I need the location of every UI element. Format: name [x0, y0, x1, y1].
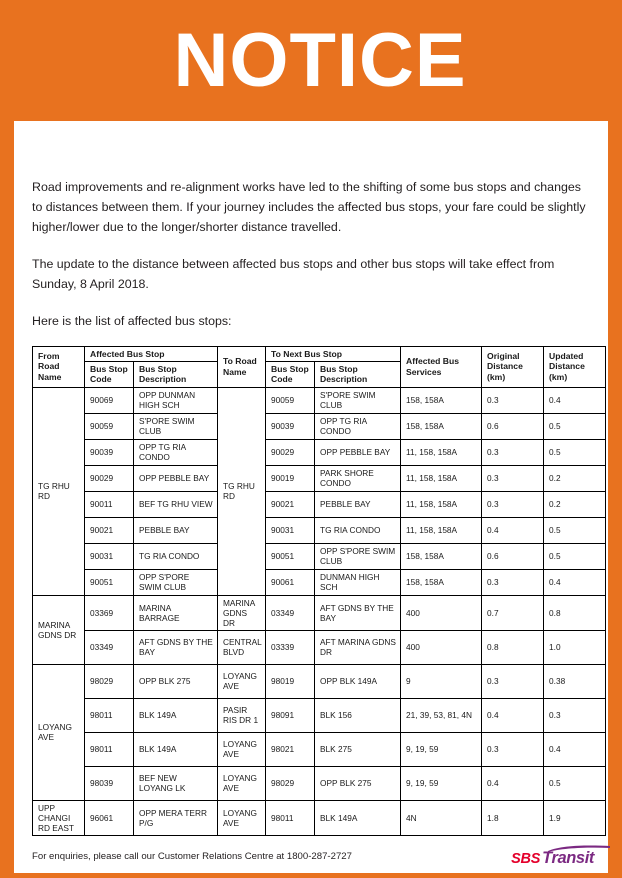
cell-bus-stop-code-next: 98029	[266, 766, 315, 800]
cell-bus-stop-description-next: OPP BLK 275	[315, 766, 401, 800]
cell-updated-distance: 0.4	[544, 387, 606, 413]
cell-affected-bus-services: 11, 158, 158A	[401, 465, 482, 491]
header-original-distance: Original Distance (km)	[482, 346, 544, 387]
cell-bus-stop-code-next: 90031	[266, 517, 315, 543]
table-row	[33, 465, 606, 491]
cell-bus-stop-code-next: 90029	[266, 439, 315, 465]
cell-bus-stop-code-affected: 98029	[85, 664, 134, 698]
table-row	[33, 413, 606, 439]
logo-swoosh-icon	[548, 845, 610, 852]
cell-bus-stop-code-next: 90051	[266, 543, 315, 569]
cell-original-distance: 0.4	[482, 698, 544, 732]
cell-bus-stop-code-affected: 03369	[85, 595, 134, 630]
cell-bus-stop-description-next: BLK 149A	[315, 800, 401, 835]
cell-original-distance: 0.4	[482, 766, 544, 800]
cell-bus-stop-code-affected: 90039	[85, 439, 134, 465]
cell-bus-stop-code-affected: 03349	[85, 630, 134, 664]
cell-bus-stop-description-affected: OPP MERA TERR P/G	[134, 800, 218, 835]
page-title: NOTICE	[173, 17, 467, 103]
cell-bus-stop-description-next: BLK 275	[315, 732, 401, 766]
logo-sbs-text: SBS	[511, 850, 541, 867]
header-to-road-name: To Road Name	[218, 346, 266, 387]
table-row	[33, 491, 606, 517]
table-header	[33, 346, 606, 387]
table-row	[33, 569, 606, 595]
footer-bar	[14, 840, 608, 873]
header-bus-stop-description-1: Bus Stop Description	[134, 361, 218, 387]
cell-to-road-name: PASIR RIS DR 1	[218, 698, 266, 732]
cell-updated-distance: 0.5	[544, 766, 606, 800]
cell-updated-distance: 0.2	[544, 465, 606, 491]
cell-bus-stop-description-affected: AFT GDNS BY THE BAY	[134, 630, 218, 664]
cell-affected-bus-services: 158, 158A	[401, 387, 482, 413]
cell-affected-bus-services: 158, 158A	[401, 569, 482, 595]
header-from-road-name: From Road Name	[33, 346, 85, 387]
cell-bus-stop-description-next: TG RIA CONDO	[315, 517, 401, 543]
cell-bus-stop-code-next: 90019	[266, 465, 315, 491]
cell-from-road-name: MARINA GDNS DR	[33, 595, 85, 664]
cell-bus-stop-code-affected: 98011	[85, 698, 134, 732]
cell-bus-stop-description-next: PARK SHORE CONDO	[315, 465, 401, 491]
cell-affected-bus-services: 9, 19, 59	[401, 766, 482, 800]
cell-to-road-name: TG RHU RD	[218, 387, 266, 595]
table-row	[33, 766, 606, 800]
cell-updated-distance: 1.0	[544, 630, 606, 664]
header-affected-bus-services: Affected Bus Services	[401, 346, 482, 387]
cell-affected-bus-services: 158, 158A	[401, 543, 482, 569]
table-row	[33, 732, 606, 766]
cell-from-road-name: UPP CHANGI RD EAST	[33, 800, 85, 835]
cell-original-distance: 0.7	[482, 595, 544, 630]
content-panel	[14, 121, 608, 840]
cell-bus-stop-code-next: 03349	[266, 595, 315, 630]
cell-bus-stop-code-affected: 98011	[85, 732, 134, 766]
table-header-row-1	[33, 346, 606, 361]
cell-updated-distance: 0.8	[544, 595, 606, 630]
cell-original-distance: 0.3	[482, 387, 544, 413]
intro-paragraph-3: Here is the list of affected bus stops:	[32, 314, 232, 329]
table-row	[33, 698, 606, 732]
cell-updated-distance: 0.5	[544, 413, 606, 439]
cell-bus-stop-description-affected: OPP S'PORE SWIM CLUB	[134, 569, 218, 595]
cell-affected-bus-services: 158, 158A	[401, 413, 482, 439]
cell-bus-stop-description-next: AFT MARINA GDNS DR	[315, 630, 401, 664]
cell-updated-distance: 0.5	[544, 543, 606, 569]
cell-bus-stop-description-next: BLK 156	[315, 698, 401, 732]
table-row	[33, 517, 606, 543]
cell-original-distance: 0.3	[482, 732, 544, 766]
cell-bus-stop-code-affected: 90051	[85, 569, 134, 595]
table-row	[33, 800, 606, 835]
sbs-transit-logo	[511, 847, 594, 867]
cell-bus-stop-description-next: OPP BLK 149A	[315, 664, 401, 698]
cell-to-road-name: LOYANG AVE	[218, 664, 266, 698]
cell-from-road-name: TG RHU RD	[33, 387, 85, 595]
header-affected-bus-stop: Affected Bus Stop	[85, 346, 218, 361]
cell-affected-bus-services: 11, 158, 158A	[401, 439, 482, 465]
cell-affected-bus-services: 9, 19, 59	[401, 732, 482, 766]
cell-to-road-name: CENTRAL BLVD	[218, 630, 266, 664]
footer-enquiries-text: For enquiries, please call our Customer Relations Centre at 1800-287-2727	[32, 851, 352, 862]
cell-original-distance: 0.4	[482, 517, 544, 543]
cell-bus-stop-description-next: OPP S'PORE SWIM CLUB	[315, 543, 401, 569]
table-row	[33, 543, 606, 569]
cell-original-distance: 0.3	[482, 491, 544, 517]
cell-bus-stop-description-affected: BLK 149A	[134, 698, 218, 732]
table-row	[33, 630, 606, 664]
cell-affected-bus-services: 9	[401, 664, 482, 698]
cell-affected-bus-services: 4N	[401, 800, 482, 835]
header-updated-distance: Updated Distance (km)	[544, 346, 606, 387]
cell-bus-stop-code-affected: 90011	[85, 491, 134, 517]
cell-bus-stop-code-next: 98011	[266, 800, 315, 835]
cell-bus-stop-code-affected: 90029	[85, 465, 134, 491]
affected-bus-stops-table	[32, 346, 606, 837]
cell-updated-distance: 1.9	[544, 800, 606, 835]
cell-updated-distance: 0.38	[544, 664, 606, 698]
cell-to-road-name: LOYANG AVE	[218, 766, 266, 800]
cell-bus-stop-code-next: 98021	[266, 732, 315, 766]
cell-bus-stop-description-next: DUNMAN HIGH SCH	[315, 569, 401, 595]
cell-affected-bus-services: 11, 158, 158A	[401, 517, 482, 543]
table-row	[33, 664, 606, 698]
table-row	[33, 387, 606, 413]
cell-updated-distance: 0.2	[544, 491, 606, 517]
header-bus-stop-description-2: Bus Stop Description	[315, 361, 401, 387]
cell-bus-stop-code-affected: 90069	[85, 387, 134, 413]
cell-to-road-name: LOYANG AVE	[218, 732, 266, 766]
cell-original-distance: 0.3	[482, 439, 544, 465]
cell-updated-distance: 0.5	[544, 517, 606, 543]
cell-bus-stop-description-affected: BEF NEW LOYANG LK	[134, 766, 218, 800]
cell-bus-stop-code-next: 90021	[266, 491, 315, 517]
cell-bus-stop-description-affected: PEBBLE BAY	[134, 517, 218, 543]
intro-paragraph-1: Road improvements and re-alignment works have led to the shifting of some bus stops and changes to distances between them. If your journey includes the affected bus stops, your fare could be slightly higher/lower due to the longer/shorter distance travelled.	[32, 180, 586, 235]
cell-original-distance: 1.8	[482, 800, 544, 835]
cell-original-distance: 0.3	[482, 664, 544, 698]
cell-bus-stop-code-next: 90059	[266, 387, 315, 413]
cell-original-distance: 0.8	[482, 630, 544, 664]
header-bus-stop-code-2: Bus Stop Code	[266, 361, 315, 387]
cell-updated-distance: 0.5	[544, 439, 606, 465]
cell-original-distance: 0.3	[482, 569, 544, 595]
cell-affected-bus-services: 11, 158, 158A	[401, 491, 482, 517]
cell-bus-stop-description-affected: BLK 149A	[134, 732, 218, 766]
cell-bus-stop-description-affected: BEF TG RHU VIEW	[134, 491, 218, 517]
cell-bus-stop-description-affected: TG RIA CONDO	[134, 543, 218, 569]
cell-bus-stop-description-affected: OPP BLK 275	[134, 664, 218, 698]
cell-updated-distance: 0.3	[544, 698, 606, 732]
cell-affected-bus-services: 400	[401, 595, 482, 630]
cell-updated-distance: 0.4	[544, 732, 606, 766]
cell-bus-stop-code-affected: 96061	[85, 800, 134, 835]
cell-bus-stop-description-affected: S'PORE SWIM CLUB	[134, 413, 218, 439]
cell-bus-stop-description-next: PEBBLE BAY	[315, 491, 401, 517]
cell-bus-stop-description-affected: OPP PEBBLE BAY	[134, 465, 218, 491]
cell-bus-stop-code-affected: 90021	[85, 517, 134, 543]
cell-bus-stop-code-affected: 90059	[85, 413, 134, 439]
cell-bus-stop-code-next: 90061	[266, 569, 315, 595]
cell-updated-distance: 0.4	[544, 569, 606, 595]
cell-original-distance: 0.6	[482, 413, 544, 439]
table-row	[33, 595, 606, 630]
cell-bus-stop-description-next: S'PORE SWIM CLUB	[315, 387, 401, 413]
cell-affected-bus-services: 21, 39, 53, 81, 4N	[401, 698, 482, 732]
logo-transit-text: Transit	[542, 848, 594, 867]
cell-bus-stop-code-affected: 90031	[85, 543, 134, 569]
cell-affected-bus-services: 400	[401, 630, 482, 664]
intro-paragraph-2: The update to the distance between affected bus stops and other bus stops will take effect from Sunday, 8 April 2018.	[32, 257, 555, 292]
cell-bus-stop-code-affected: 98039	[85, 766, 134, 800]
cell-original-distance: 0.6	[482, 543, 544, 569]
cell-original-distance: 0.3	[482, 465, 544, 491]
cell-to-road-name: LOYANG AVE	[218, 800, 266, 835]
poster-header-band	[0, 0, 622, 121]
cell-bus-stop-code-next: 98091	[266, 698, 315, 732]
cell-bus-stop-description-affected: OPP TG RIA CONDO	[134, 439, 218, 465]
cell-bus-stop-code-next: 90039	[266, 413, 315, 439]
cell-bus-stop-description-next: OPP PEBBLE BAY	[315, 439, 401, 465]
cell-bus-stop-description-affected: OPP DUNMAN HIGH SCH	[134, 387, 218, 413]
table-row	[33, 439, 606, 465]
cell-to-road-name: MARINA GDNS DR	[218, 595, 266, 630]
cell-bus-stop-description-next: OPP TG RIA CONDO	[315, 413, 401, 439]
cell-bus-stop-code-next: 03339	[266, 630, 315, 664]
cell-bus-stop-description-next: AFT GDNS BY THE BAY	[315, 595, 401, 630]
cell-from-road-name: LOYANG AVE	[33, 664, 85, 800]
header-to-next-bus-stop: To Next Bus Stop	[266, 346, 401, 361]
table-body	[33, 387, 606, 836]
cell-bus-stop-description-affected: MARINA BARRAGE	[134, 595, 218, 630]
header-bus-stop-code-1: Bus Stop Code	[85, 361, 134, 387]
cell-bus-stop-code-next: 98019	[266, 664, 315, 698]
